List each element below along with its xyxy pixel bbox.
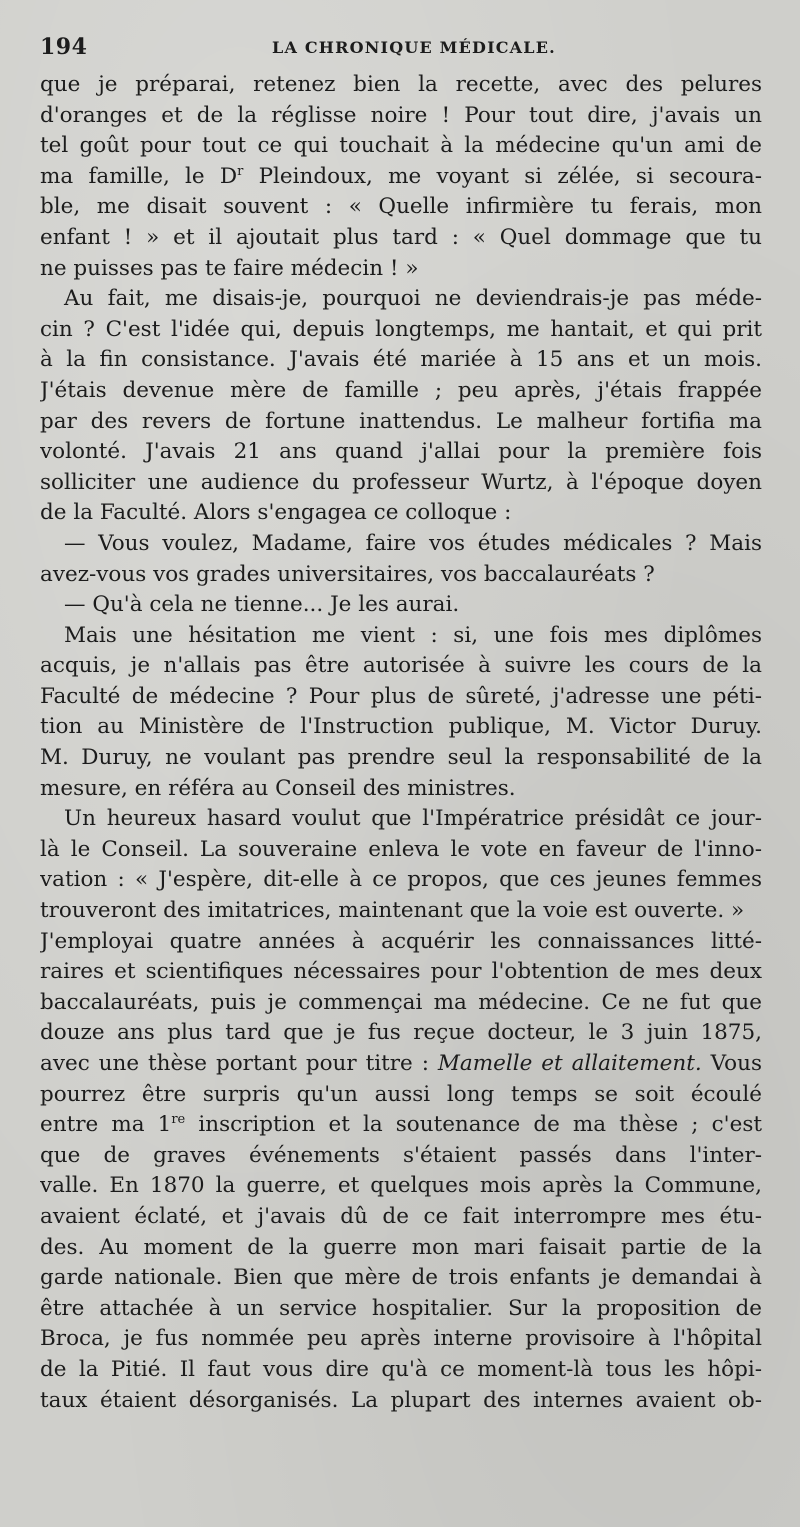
text-line-main: que de graves événements s'étaient passés dans l'inter- [40, 1142, 762, 1168]
superscript: r [237, 163, 244, 179]
text-line-main: entre ma 1 [40, 1112, 172, 1138]
text-line-main: de la Pitié. Il faut vous dire qu'à ce moment-là tous les hôpi- [40, 1356, 762, 1382]
text-line [40, 865, 762, 896]
text-line-main: Au fait, me disais-je, pourquoi ne deviendrais-je pas méde- [64, 286, 762, 312]
text-line [40, 468, 762, 499]
text-line-main: tion au Ministère de l'Instruction publique, M. Victor Duruy. [40, 714, 762, 740]
text-line [40, 131, 762, 162]
text-line [40, 651, 762, 682]
text-line [40, 223, 762, 254]
text-line [40, 1386, 762, 1417]
text-line [40, 682, 762, 713]
text-line [40, 804, 762, 835]
page-header [40, 34, 762, 62]
text-line-main: mesure, en référa au Conseil des ministres. [40, 775, 516, 801]
text-line [40, 1233, 762, 1264]
text-line-main: ble, me disait souvent : « Quelle infirmière tu ferais, mon [40, 194, 762, 220]
text-line [40, 1324, 762, 1355]
text-line [40, 437, 762, 468]
text-line [40, 560, 762, 591]
text-line-main: tel goût pour tout ce qui touchait à la médecine qu'un ami de [40, 133, 762, 159]
text-line [40, 376, 762, 407]
text-line [40, 927, 762, 958]
running-title: LA CHRONIQUE MÉDICALE. [272, 38, 556, 57]
text-line [40, 988, 762, 1019]
text-line-main: solliciter une audience du professeur Wurtz, à l'époque doyen [40, 469, 762, 495]
text-line-main: Broca, je fus nommée peu après interne provisoire à l'hôpital [40, 1326, 762, 1352]
text-line [40, 70, 762, 101]
text-line-main: de la Faculté. Alors s'engagea ce colloque : [40, 500, 512, 526]
text-line-main: — Vous voulez, Madame, faire vos études médicales ? Mais [64, 530, 762, 556]
text-line [40, 1049, 762, 1080]
text-line-main: avez-vous vos grades universitaires, vos baccalauréats ? [40, 561, 655, 587]
text-line-main: acquis, je n'allais pas être autorisée à suivre les cours de la [40, 653, 762, 679]
text-line-main: pourrez être surpris qu'un aussi long temps se soit écoulé [40, 1081, 762, 1107]
text-line-main: — Qu'à cela ne tienne... Je les aurai. [64, 592, 460, 618]
text-line-main: raires et scientifiques nécessaires pour l'obtention de mes deux [40, 959, 762, 985]
text-line-main: des. Au moment de la guerre mon mari faisait partie de la [40, 1234, 762, 1260]
body-text [40, 70, 762, 1416]
text-line [40, 192, 762, 223]
text-line [40, 896, 762, 927]
text-line-continuation: inscription et la soutenance de ma thèse ; c'est [185, 1112, 762, 1138]
text-line [40, 1110, 762, 1141]
text-line [40, 712, 762, 743]
text-line [40, 1355, 762, 1386]
text-line-main: là le Conseil. La souveraine enleva le vote en faveur de l'inno- [40, 836, 762, 862]
text-line-main: J'employai quatre années à acquérir les connaissances litté- [40, 928, 762, 954]
text-line-main: à la fin consistance. J'avais été mariée à 15 ans et un mois. [40, 347, 762, 373]
text-line-main: garde nationale. Bien que mère de trois enfants je demandai à [40, 1265, 762, 1291]
text-line-main: que je préparai, retenez bien la recette, avec des pelures [40, 72, 762, 97]
text-line [40, 529, 762, 560]
text-line-main: enfant ! » et il ajoutait plus tard : « Quel dommage que tu [40, 224, 762, 250]
text-line-main: taux étaient désorganisés. La plupart des internes avaient ob- [40, 1387, 762, 1413]
text-line-main: avec une thèse portant pour titre : [40, 1051, 438, 1076]
text-line [40, 1080, 762, 1111]
text-line-main: par des revers de fortune inattendus. Le malheur fortifia ma [40, 408, 762, 434]
text-line-main: vation : « J'espère, dit-elle à ce propos, que ces jeunes femmes [40, 867, 762, 893]
text-line [40, 1018, 762, 1049]
text-line-main: volonté. J'avais 21 ans quand j'allai pour la première fois [40, 439, 762, 465]
text-line-continuation: Pleindoux, me voyant si zélée, si secoura- [243, 163, 762, 189]
text-line [40, 315, 762, 346]
text-line-main: valle. En 1870 la guerre, et quelques mois après la Commune, [40, 1173, 762, 1199]
text-line [40, 498, 762, 529]
text-line-main: d'oranges et de la réglisse noire ! Pour tout dire, j'avais un [40, 102, 762, 128]
superscript: re [171, 1112, 186, 1128]
text-line-main: avaient éclaté, et j'avais dû de ce fait interrompre mes étu- [40, 1203, 762, 1229]
text-line-main: cin ? C'est l'idée qui, depuis longtemps, me hantait, et qui prit [40, 316, 762, 342]
text-line-main: ne puisses pas te faire médecin ! » [40, 255, 419, 281]
text-line [40, 254, 762, 285]
text-line-main: Mais une hésitation me vient : si, une fois mes diplômes [64, 622, 762, 648]
text-line [40, 957, 762, 988]
text-line [40, 1141, 762, 1172]
text-line [40, 1263, 762, 1294]
text-line [40, 835, 762, 866]
text-line [40, 1171, 762, 1202]
text-line-main: être attachée à un service hospitalier. Sur la proposition de [40, 1295, 762, 1321]
text-line-continuation: Vous [701, 1051, 762, 1076]
text-line [40, 774, 762, 805]
text-line [40, 101, 762, 132]
text-line [40, 621, 762, 652]
text-line-main: trouveront des imitatrices, maintenant que la voie est ouverte. » [40, 898, 745, 924]
text-line [40, 407, 762, 438]
text-line [40, 590, 762, 621]
text-line [40, 743, 762, 774]
text-line [40, 1294, 762, 1325]
text-line-main: M. Duruy, ne voulant pas prendre seul la responsabilité de la [40, 745, 762, 771]
text-line [40, 284, 762, 315]
page-number: 194 [40, 34, 88, 60]
text-line-main: Un heureux hasard voulut que l'Impératrice présidât ce jour- [64, 806, 762, 832]
text-line [40, 1202, 762, 1233]
text-line [40, 162, 762, 193]
text-line-main: baccalauréats, puis je commençai ma médecine. Ce ne fut que [40, 989, 762, 1015]
text-line-main: J'étais devenue mère de famille ; peu après, j'étais frappée [40, 377, 762, 403]
text-line-main: ma famille, le D [40, 163, 238, 189]
text-line-main: Faculté de médecine ? Pour plus de sûreté, j'adresse une péti- [40, 683, 762, 709]
text-line [40, 345, 762, 376]
italic-title: Mamelle et allaitement. [437, 1051, 702, 1076]
text-line-main: douze ans plus tard que je fus reçue docteur, le 3 juin 1875, [40, 1020, 762, 1046]
